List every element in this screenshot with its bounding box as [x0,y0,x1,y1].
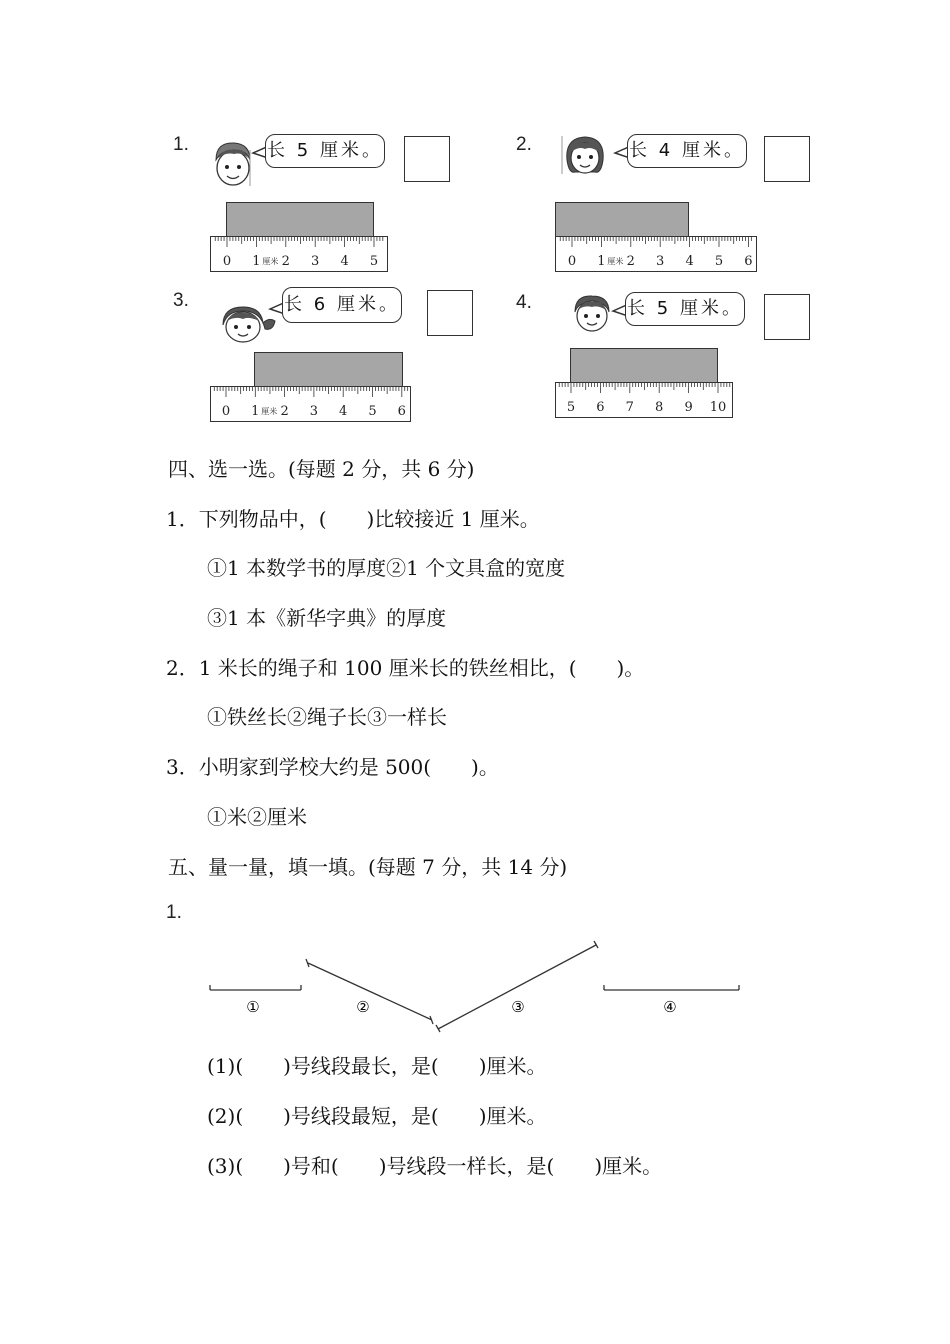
ruler-tick-label: 4 [339,404,348,419]
segment-label-1: ① [246,998,260,1016]
question-4-2-options: ①铁丝长②绳子长③一样长 [207,705,447,729]
ruler-2-scale [556,237,756,271]
speech-bubble-1: 长 5 厘米。 [265,134,385,168]
speech-bubble-2: 长 4 厘米。 [627,134,747,168]
ruler-3-scale [211,387,410,421]
section-5-title: 五、量一量，填一填。(每题 7 分，共 14 分) [168,855,568,879]
ruler-unit-label: 厘米 [262,257,279,266]
ruler-tick-label: 3 [309,404,319,419]
segment-label-4: ④ [663,998,677,1016]
answer-box-1[interactable] [404,136,450,182]
ruler-4 [555,382,733,418]
problem-2-number: 2. [516,134,532,155]
ruler-tick-label: 5 [714,254,724,269]
ruler-tick-label: 3 [311,254,320,269]
ruler-tick-label: 5 [369,254,379,269]
speech-bubble-4: 长 5 厘米。 [625,292,745,326]
ruler-tick-label: 3 [656,254,665,269]
ruler-tick-label: 2 [281,254,290,269]
ruler-tick-label: 7 [625,400,634,415]
ruler-unit-label: 厘米 [261,407,278,416]
question-4-1-options-b: ③1 本《新华字典》的厚度 [207,606,447,630]
fill-blank-3: (3)( )号和( )号线段一样长，是( )厘米。 [207,1154,663,1178]
ruler-1-scale [211,237,387,271]
ruler-tick-label: 1 [251,404,260,419]
ruler-tick-label: 5 [368,404,377,419]
answer-box-2[interactable] [764,136,810,182]
segment-label-2: ② [356,998,370,1016]
ruler-tick-label: 1 [597,254,606,269]
ruler-tick-label: 6 [397,404,406,419]
ruler-tick-label: 6 [596,400,605,415]
ruler-tick-label: 0 [222,254,232,269]
ruler-tick-label: 2 [626,254,635,269]
ruler-2 [555,236,757,272]
section-4-title: 四、选一选。(每题 2 分，共 6 分) [168,457,475,481]
boy-icon [212,140,254,190]
segment-label-3: ③ [511,998,525,1016]
question-5-1-number: 1. [166,902,182,923]
ruler-tick-label: 4 [340,254,349,269]
problem-4-number: 4. [516,292,532,313]
question-4-3-options: ①米②厘米 [207,805,307,829]
fill-blank-1: (1)( )号线段最长，是( )厘米。 [207,1054,547,1078]
question-4-1-options-a: ①1 本数学书的厚度②1 个文具盒的宽度 [207,556,566,580]
answer-box-3[interactable] [427,290,473,336]
ruler-tick-label: 5 [566,400,576,415]
question-4-2: 2．1 米长的绳子和 100 厘米长的铁丝相比，( )。 [166,656,645,680]
ruler-tick-label: 1 [252,254,261,269]
ruler-tick-label: 2 [280,404,289,419]
ruler-tick-label: 4 [685,254,694,269]
fill-blank-2: (2)( )号线段最短，是( )厘米。 [207,1104,547,1128]
ruler-tick-label: 10 [709,400,727,415]
ruler-tick-label: 9 [684,400,693,415]
gray-block-4 [570,348,718,384]
segment-2 [308,963,432,1020]
ruler-4-scale [556,383,732,417]
boy-small-icon [572,294,612,334]
ruler-1 [210,236,388,272]
girl-icon [561,134,609,178]
question-4-3: 3．小明家到学校大约是 500( )。 [166,755,499,779]
gray-block-2 [555,202,689,238]
question-4-1: 1．下列物品中，( )比较接近 1 厘米。 [166,507,540,531]
gray-block-3 [254,352,403,388]
answer-box-4[interactable] [764,294,810,340]
line-segments-figure [200,932,760,1042]
ruler-tick-label: 0 [221,404,231,419]
ruler-unit-label: 厘米 [607,257,624,266]
speech-bubble-3: 长 6 厘米。 [282,287,402,323]
gray-block-1 [226,202,374,238]
problem-3-number: 3. [173,290,189,311]
ruler-tick-label: 6 [744,254,753,269]
ruler-tick-label: 0 [567,254,577,269]
problem-1-number: 1. [173,134,189,155]
ruler-3 [210,386,411,422]
ruler-tick-label: 8 [655,400,664,415]
segment-3 [438,945,596,1029]
